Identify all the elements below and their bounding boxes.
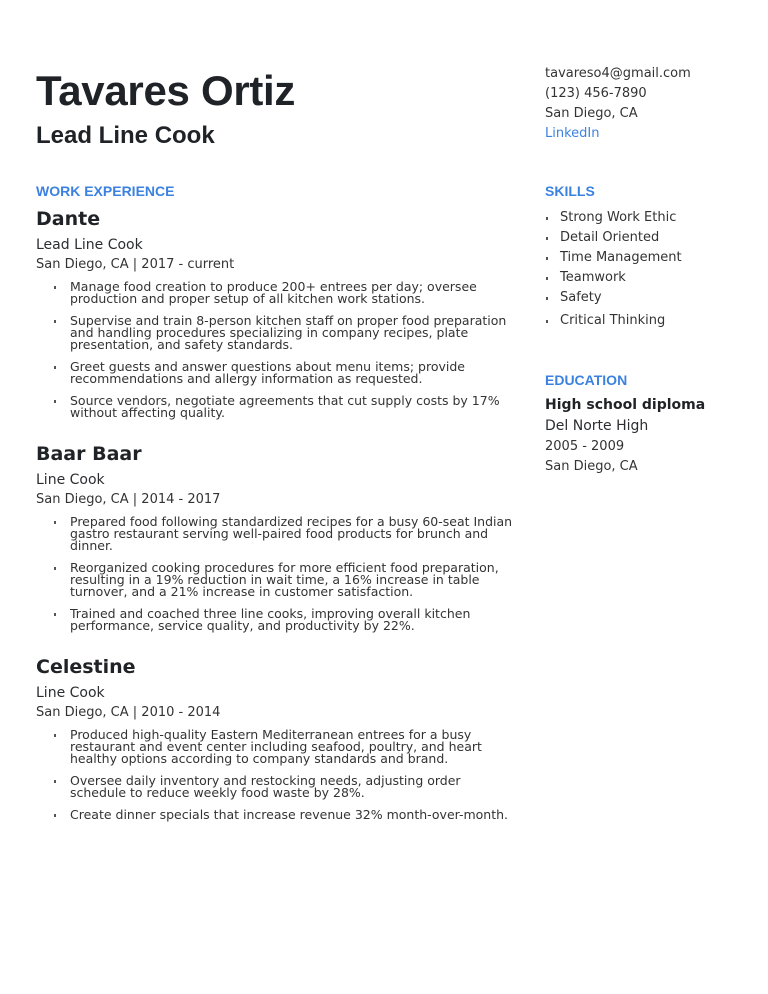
job-entry — [36, 206, 516, 419]
skill-item: Strong Work Ethic — [545, 208, 755, 228]
job-role: Line Cook — [36, 472, 105, 488]
job-meta: San Diego, CA | 2014 - 2017 — [36, 492, 221, 507]
linkedin-link[interactable]: LinkedIn — [545, 126, 600, 141]
company-name: Celestine — [36, 656, 136, 678]
bullet-item: Prepared food following standardized recipes for a busy 60-seat Indian gastro restaurant serving well-paired food products for brunch and dinner. — [54, 516, 516, 552]
skill-item: Safety — [545, 288, 755, 308]
skill-item: Detail Oriented — [545, 228, 755, 248]
section-heading-skills: SKILLS — [545, 183, 595, 199]
bullet-item: Source vendors, negotiate agreements that cut supply costs by 17% without affecting quality. — [54, 395, 516, 419]
company-name: Baar Baar — [36, 443, 142, 465]
bullet-item: Produced high-quality Eastern Mediterranean entrees for a busy restaurant and event center including seafood, poultry, and heart healthy options according to company standards and brand. — [54, 729, 516, 765]
bullet-item: Oversee daily inventory and restocking needs, adjusting order schedule to reduce weekly food waste by 28%. — [54, 775, 516, 799]
skill-item: Time Management — [545, 248, 755, 268]
job-bullets — [36, 729, 516, 821]
contact-location: San Diego, CA — [545, 106, 638, 121]
contact-phone: (123) 456-7890 — [545, 86, 647, 101]
job-bullets — [36, 516, 516, 632]
section-heading-education: EDUCATION — [545, 372, 628, 388]
work-experience-section — [36, 182, 516, 831]
job-meta: San Diego, CA | 2010 - 2014 — [36, 705, 221, 720]
company-name: Dante — [36, 208, 101, 230]
school-name: Del Norte High — [545, 418, 649, 434]
skills-list — [545, 208, 755, 331]
education-location: San Diego, CA — [545, 459, 638, 474]
bullet-item: Reorganized cooking procedures for more efficient food preparation, resulting in a 19% reduction in wait time, a 16% increase in table turnover, and a 21% increase in customer satisfaction. — [54, 562, 516, 598]
job-title: Lead Line Cook — [36, 122, 215, 149]
bullet-item: Manage food creation to produce 200+ entrees per day; oversee production and proper setup of all kitchen work stations. — [54, 281, 516, 305]
education-section — [545, 371, 755, 477]
bullet-item: Trained and coached three line cooks, improving overall kitchen performance, service quality, and productivity by 22%. — [54, 608, 516, 632]
sidebar — [545, 182, 755, 477]
job-bullets — [36, 281, 516, 419]
job-entry — [36, 441, 516, 632]
bullet-item: Greet guests and answer questions about menu items; provide recommendations and allergy information as requested. — [54, 361, 516, 385]
contact-email: tavareso4@gmail.com — [545, 66, 691, 81]
education-years: 2005 - 2009 — [545, 439, 625, 454]
job-role: Line Cook — [36, 685, 105, 701]
job-meta: San Diego, CA | 2017 - current — [36, 257, 235, 272]
section-heading-work-experience: WORK EXPERIENCE — [36, 183, 175, 199]
bullet-item: Supervise and train 8-person kitchen staff on proper food preparation and handling procedures specializing in company recipes, plate presentation, and safety standards. — [54, 315, 516, 351]
skill-item: Critical Thinking — [545, 311, 755, 331]
candidate-name: Tavares Ortiz — [36, 67, 296, 114]
job-entry — [36, 654, 516, 821]
degree: High school diploma — [545, 397, 706, 413]
bullet-item: Create dinner specials that increase revenue 32% month-over-month. — [54, 809, 516, 821]
skill-item: Teamwork — [545, 268, 755, 288]
job-role: Lead Line Cook — [36, 237, 143, 253]
contact-info — [545, 64, 691, 144]
